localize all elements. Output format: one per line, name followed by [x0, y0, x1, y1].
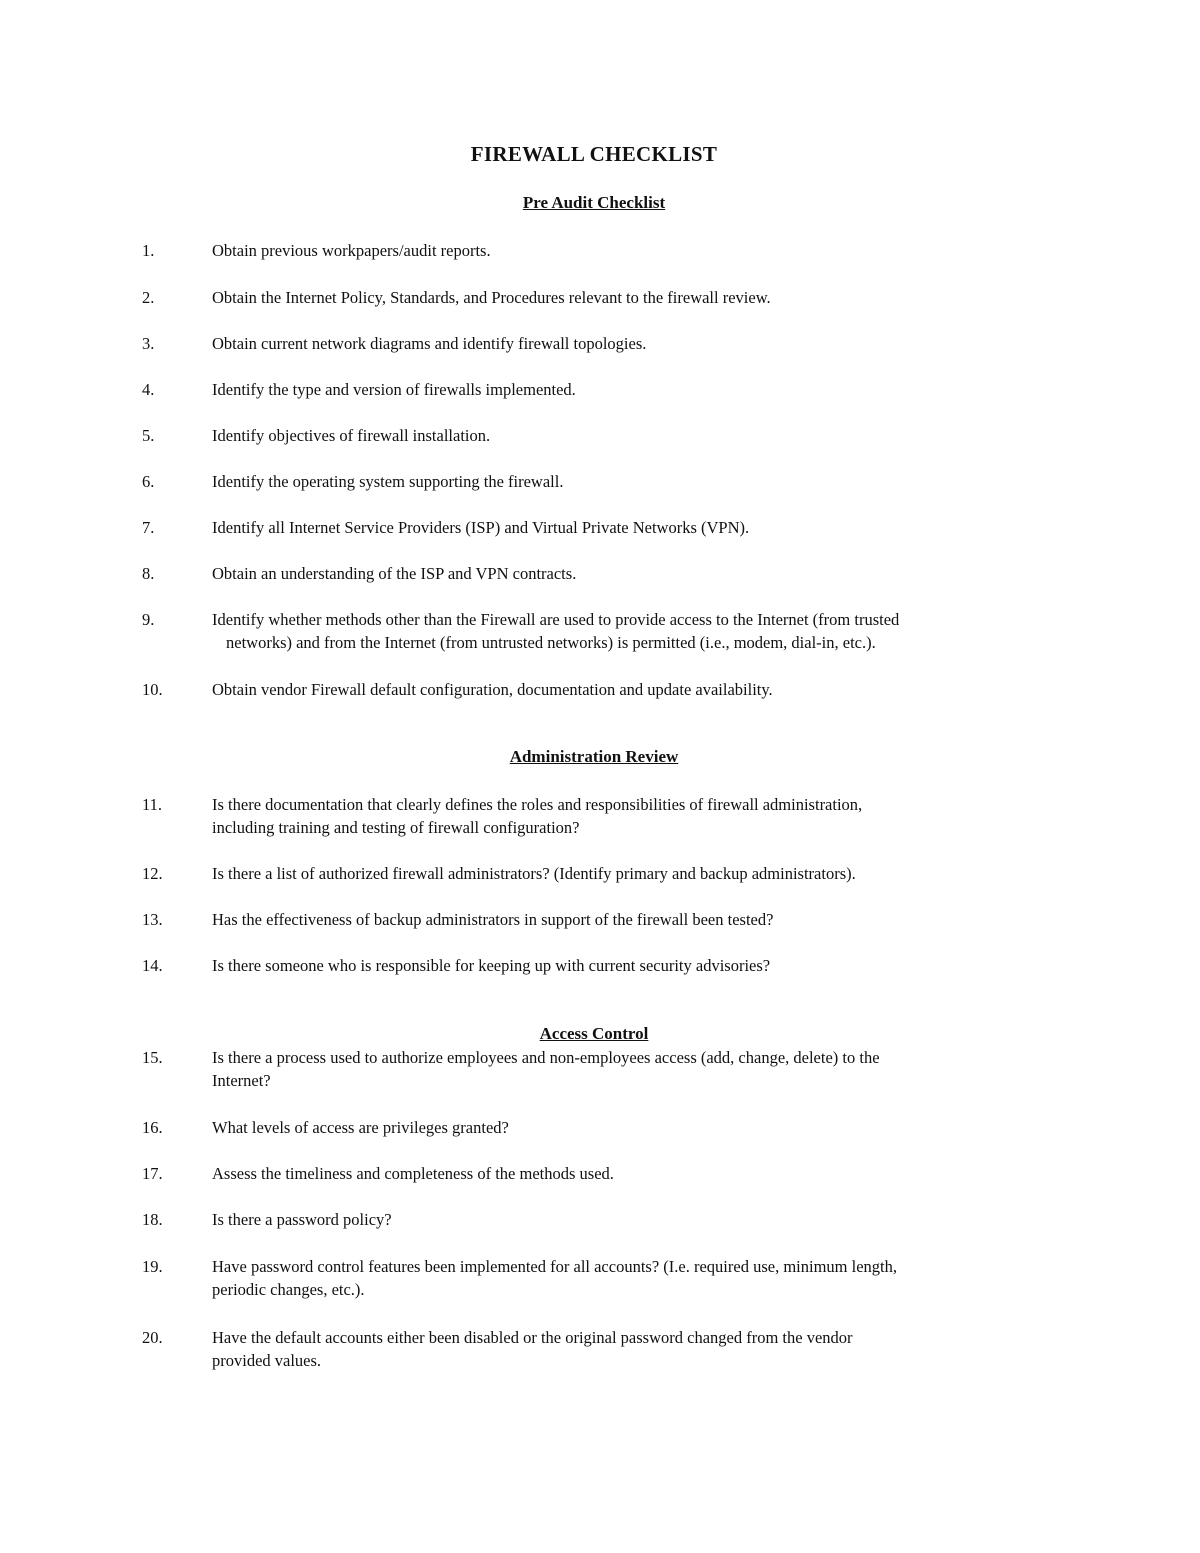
item-text: Identify all Internet Service Providers (ISP) and Virtual Private Networks (VPN).: [212, 518, 750, 537]
item-number: 3.: [142, 334, 155, 353]
item-number: 19.: [142, 1257, 163, 1276]
item-text: Identify objectives of firewall installation.: [212, 426, 491, 445]
item-text: Is there documentation that clearly defines the roles and responsibilities of firewall administration, including training and testing of firewall configuration?: [212, 795, 863, 837]
item-number: 6.: [142, 472, 155, 491]
section-heading-access-control: Access Control: [539, 1024, 649, 1043]
section-heading-administration-review: Administration Review: [509, 747, 679, 766]
item-number: 2.: [142, 288, 155, 307]
item-number: 20.: [142, 1328, 163, 1347]
item-number: 18.: [142, 1210, 163, 1229]
item-number: 14.: [142, 956, 163, 975]
item-text: What levels of access are privileges granted?: [212, 1118, 509, 1137]
item-text: Obtain vendor Firewall default configuration, documentation and update availability.: [212, 680, 773, 699]
item-number: 7.: [142, 518, 155, 537]
item-text: Is there someone who is responsible for keeping up with current security advisories?: [212, 956, 771, 975]
item-number: 17.: [142, 1164, 163, 1183]
section-heading-pre-audit: Pre Audit Checklist: [522, 193, 666, 212]
item-text: Have the default accounts either been disabled or the original password changed from the vendor provided values.: [212, 1328, 853, 1370]
item-text: Identify whether methods other than the Firewall are used to provide access to the Internet (from trusted networks) and from the Internet (from untrusted networks) is permitted (i.e., modem, dial-in, etc.).: [212, 610, 900, 652]
item-text: Is there a process used to authorize employees and non-employees access (add, change, delete) to the Internet?: [212, 1048, 880, 1090]
item-number: 9.: [142, 610, 155, 629]
item-text: Identify the type and version of firewalls implemented.: [212, 380, 576, 399]
item-number: 5.: [142, 426, 155, 445]
item-number: 10.: [142, 680, 163, 699]
item-number: 12.: [142, 864, 163, 883]
item-number: 16.: [142, 1118, 163, 1137]
item-number: 1.: [142, 241, 155, 260]
item-text: Obtain an understanding of the ISP and VPN contracts.: [212, 564, 577, 583]
item-text: Assess the timeliness and completeness of the methods used.: [212, 1164, 614, 1183]
item-text: Is there a password policy?: [212, 1210, 392, 1229]
item-text: Identify the operating system supporting the firewall.: [212, 472, 564, 491]
item-number: 11.: [142, 795, 163, 814]
item-number: 8.: [142, 564, 155, 583]
document-title: FIREWALL CHECKLIST: [470, 142, 718, 166]
item-number: 15.: [142, 1048, 163, 1067]
item-text: Obtain previous workpapers/audit reports.: [212, 241, 491, 260]
item-text: Is there a list of authorized firewall administrators? (Identify primary and backup administrators).: [212, 864, 856, 883]
item-text: Has the effectiveness of backup administrators in support of the firewall been tested?: [212, 910, 774, 929]
item-text: Obtain the Internet Policy, Standards, and Procedures relevant to the firewall review.: [212, 288, 771, 307]
item-number: 4.: [142, 380, 155, 399]
item-number: 13.: [142, 910, 163, 929]
item-text: Have password control features been implemented for all accounts? (I.e. required use, minimum length, periodic changes, etc.).: [212, 1257, 897, 1299]
item-text: Obtain current network diagrams and identify firewall topologies.: [212, 334, 647, 353]
